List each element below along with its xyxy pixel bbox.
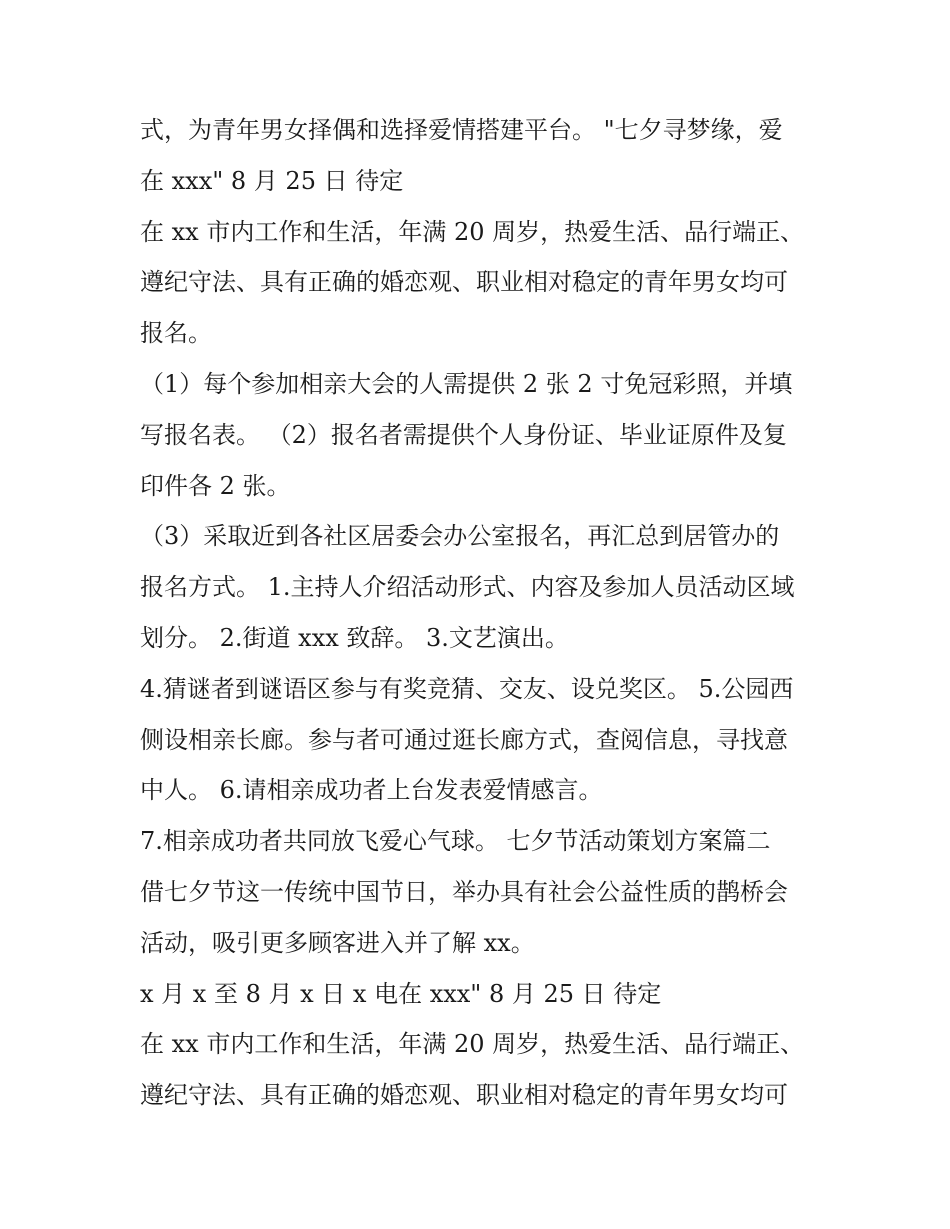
text-line: （1）每个参加相亲大会的人需提供 2 张 2 寸免冠彩照，并填 xyxy=(140,369,793,398)
text-line: 印件各 2 张。 xyxy=(140,471,291,500)
text-line: x 月 x 至 8 月 x 日 x 电在 xxx" 8 月 25 日 待定 xyxy=(140,979,662,1008)
text-line: 划分。 2.街道 xxx 致辞。 3.文艺演出。 xyxy=(140,623,569,652)
text-line: 中人。 6.请相亲成功者上台发表爱情感言。 xyxy=(140,776,603,805)
text-line: 在 xx 市内工作和生活，年满 20 周岁，热爱生活、品行端正、 xyxy=(140,1030,805,1059)
text-line: 报名。 xyxy=(140,319,212,348)
text-line: （3）采取近到各社区居委会办公室报名，再汇总到居管办的 xyxy=(140,522,780,551)
text-line: 遵纪守法、具有正确的婚恋观、职业相对稳定的青年男女均可 xyxy=(140,1081,788,1110)
text-line: 遵纪守法、具有正确的婚恋观、职业相对稳定的青年男女均可 xyxy=(140,268,788,297)
text-line: 侧设相亲长廊。参与者可通过逛长廊方式，查阅信息，寻找意 xyxy=(140,725,788,754)
text-line: 在 xx 市内工作和生活，年满 20 周岁，热爱生活、品行端正、 xyxy=(140,217,805,246)
document-body xyxy=(140,105,820,1121)
text-line: 借七夕节这一传统中国节日，举办具有社会公益性质的鹊桥会 xyxy=(140,877,788,906)
text-line: 写报名表。 （2）报名者需提供个人身份证、毕业证原件及复 xyxy=(140,420,787,449)
text-line: 活动，吸引更多顾客进入并了解 xx。 xyxy=(140,928,535,957)
text-line: 4.猜谜者到谜语区参与有奖竞猜、交友、设兑奖区。 5.公园西 xyxy=(140,674,794,703)
text-line: 在 xxx" 8 月 25 日 待定 xyxy=(140,166,404,195)
text-line: 式，为青年男女择偶和选择爱情搭建平台。 "七夕寻梦缘，爱 xyxy=(140,116,783,144)
text-line: 报名方式。 1.主持人介绍活动形式、内容及参加人员活动区域 xyxy=(140,573,795,602)
text-line: 7.相亲成功者共同放飞爱心气球。 七夕节活动策划方案篇二 xyxy=(140,827,771,856)
